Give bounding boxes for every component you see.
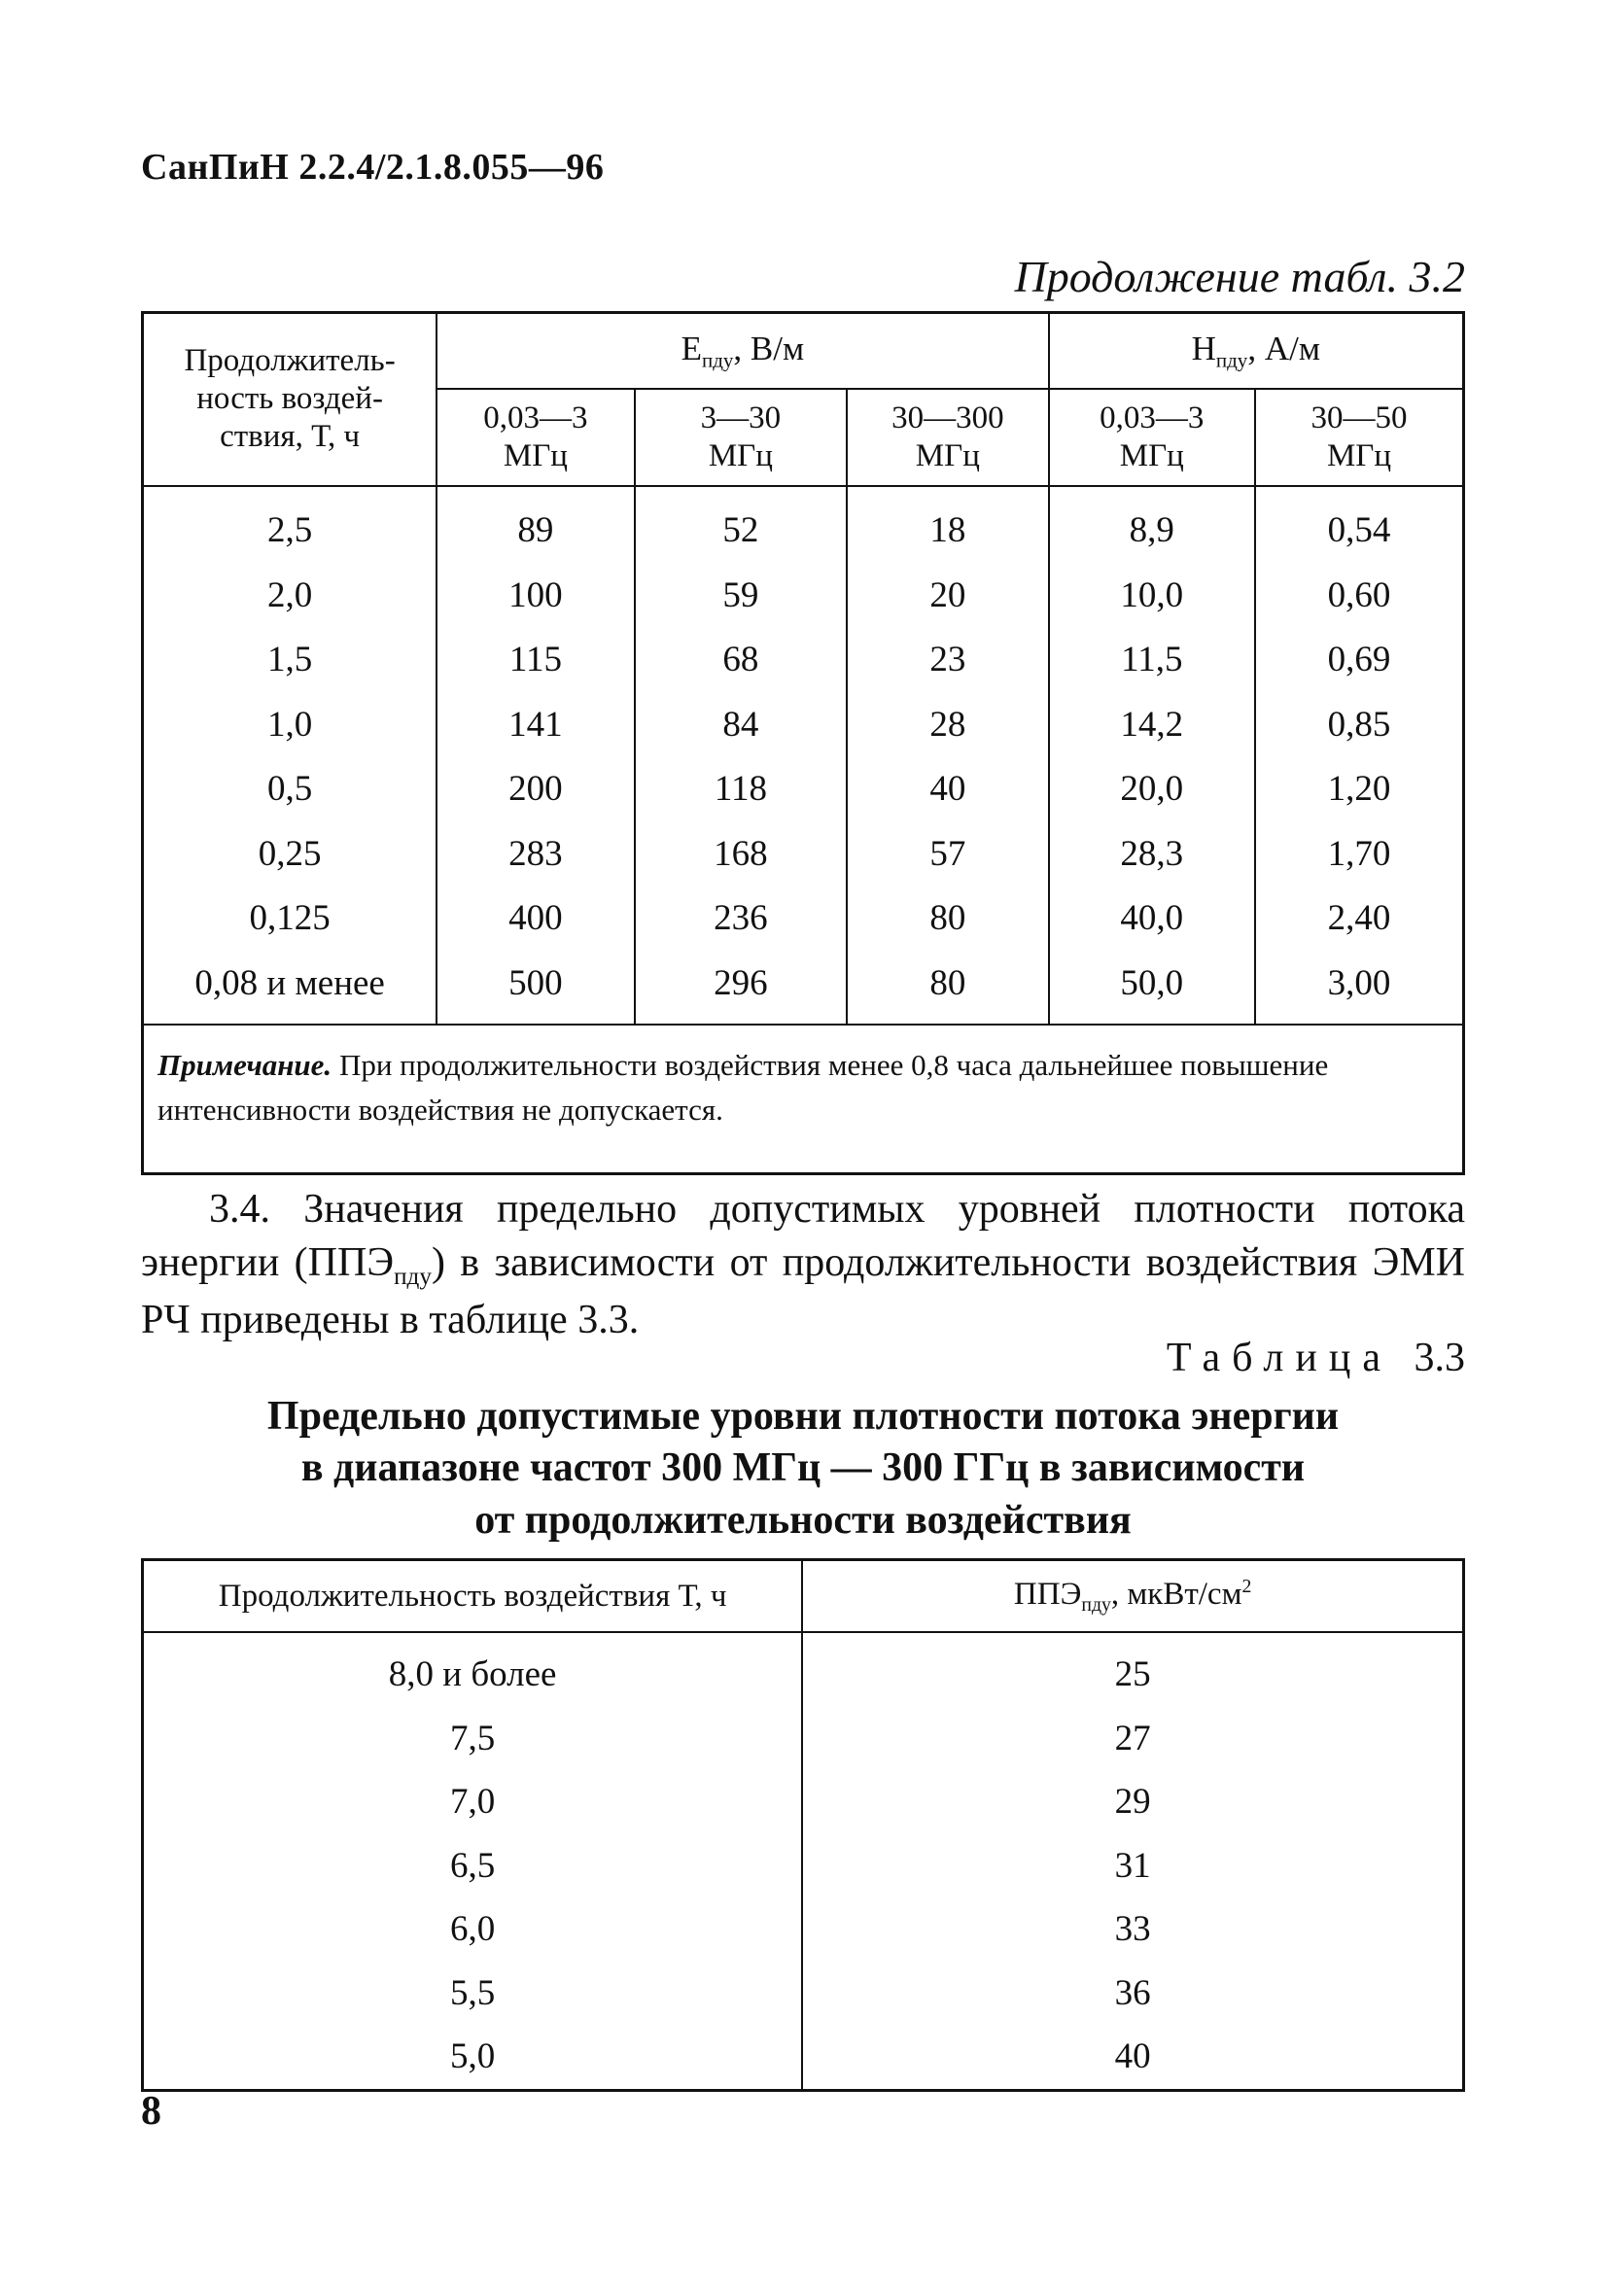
table-row (143, 628, 1464, 693)
table-row (143, 951, 1464, 1025)
table-row (143, 1632, 1464, 1707)
cell-value: 29 (802, 1770, 1463, 1834)
cell-duration: 6,5 (143, 1834, 803, 1898)
cell-value: 118 (635, 757, 847, 822)
cell-value: 18 (847, 486, 1048, 564)
cell-value: 400 (437, 887, 634, 952)
table-row (143, 1707, 1464, 1771)
table-row (143, 486, 1464, 564)
table-continuation-label: Продолжение табл. 3.2 (1014, 252, 1465, 301)
header-range: 0,03—3 МГц (1049, 389, 1255, 486)
cell-value: 25 (802, 1632, 1463, 1707)
cell-value: 11,5 (1049, 628, 1255, 693)
cell-value: 59 (635, 563, 847, 628)
paragraph-3-4: 3.4. Значения предельно допустимых уровней плотности потока энергии $(ППЭ_{пду})$ в зависимости от продолжительности воздействия ЭМИ РЧ приведены в таблице 3.3. (141, 1187, 1465, 1342)
cell-value: 89 (437, 486, 634, 564)
cell-value: 141 (437, 692, 634, 757)
header-range: 30—300 МГц (847, 389, 1048, 486)
cell-duration: 0,125 (143, 887, 437, 952)
page-number: 8 (141, 2089, 161, 2134)
table-row (143, 1770, 1464, 1834)
note-label: Примечание. (157, 1047, 332, 1082)
cell-value: 8,9 (1049, 486, 1255, 564)
table-3-3-title: Предельно допустимые уровни плотности потока энергии в диапазоне частот 300 МГц — 300 ГГц в зависимости от продолжительности воздействия (266, 1394, 1340, 1543)
table-3-2 (141, 311, 1465, 1175)
cell-value: 28 (847, 692, 1048, 757)
cell-value: 80 (847, 887, 1048, 952)
cell-duration: 1,0 (143, 692, 437, 757)
header-ppe: $ППЭ_{пду}$, мкВт/$см^2$ (802, 1560, 1463, 1633)
header-range: 0,03—3 МГц (437, 389, 634, 486)
header-duration: Продолжитель- ность воздей- ствия, Т, ч (143, 313, 437, 486)
cell-duration: 0,08 и менее (143, 951, 437, 1025)
cell-value: 40 (847, 757, 1048, 822)
cell-value: 0,69 (1255, 628, 1463, 693)
document-code: СанПиН 2.2.4/2.1.8.055—96 (141, 147, 605, 188)
cell-value: 57 (847, 821, 1048, 887)
note-text: При продолжительности воздействия менее 0,8 часа дальнейшее повышение интенсивности воздействия не допускается. (157, 1047, 1329, 1127)
table-note (143, 1025, 1464, 1174)
header-range: 3—30 МГц (635, 389, 847, 486)
cell-duration: 6,0 (143, 1897, 803, 1962)
cell-value: 36 (802, 1962, 1463, 2026)
cell-duration: 0,5 (143, 757, 437, 822)
cell-value: 68 (635, 628, 847, 693)
cell-duration: 1,5 (143, 628, 437, 693)
cell-value: 100 (437, 563, 634, 628)
cell-value: 23 (847, 628, 1048, 693)
cell-value: 31 (802, 1834, 1463, 1898)
cell-value: 0,85 (1255, 692, 1463, 757)
table-row (143, 1834, 1464, 1898)
table-row (143, 887, 1464, 952)
cell-value: 1,70 (1255, 821, 1463, 887)
header-range: 30—50 МГц (1255, 389, 1463, 486)
cell-duration: 8,0 и более (143, 1632, 803, 1707)
cell-value: 33 (802, 1897, 1463, 1962)
cell-duration: 0,25 (143, 821, 437, 887)
cell-value: 27 (802, 1707, 1463, 1771)
cell-value: 80 (847, 951, 1048, 1025)
cell-value: 20 (847, 563, 1048, 628)
table-3-3-number: Таблица 3.3 (1166, 1336, 1465, 1380)
cell-value: 500 (437, 951, 634, 1025)
cell-duration: 5,5 (143, 1962, 803, 2026)
cell-value: 236 (635, 887, 847, 952)
cell-value: 283 (437, 821, 634, 887)
cell-value: 2,40 (1255, 887, 1463, 952)
header-duration: Продолжительность воздействия Т, ч (143, 1560, 803, 1633)
cell-value: 200 (437, 757, 634, 822)
cell-value: 3,00 (1255, 951, 1463, 1025)
table-row (143, 563, 1464, 628)
cell-value: 84 (635, 692, 847, 757)
table-row (143, 2025, 1464, 2090)
table-row (143, 1962, 1464, 2026)
table-row (143, 757, 1464, 822)
cell-value: 296 (635, 951, 847, 1025)
table-row (143, 692, 1464, 757)
cell-value: 10,0 (1049, 563, 1255, 628)
table-3-3 (141, 1558, 1465, 2092)
cell-duration: 5,0 (143, 2025, 803, 2090)
cell-value: 40 (802, 2025, 1463, 2090)
cell-value: 168 (635, 821, 847, 887)
cell-duration: 7,5 (143, 1707, 803, 1771)
cell-value: 50,0 (1049, 951, 1255, 1025)
cell-value: 1,20 (1255, 757, 1463, 822)
cell-value: 115 (437, 628, 634, 693)
cell-value: 0,60 (1255, 563, 1463, 628)
cell-duration: 2,5 (143, 486, 437, 564)
cell-value: 14,2 (1049, 692, 1255, 757)
header-h-group: $Н_{пду}$, А/м (1049, 313, 1464, 389)
cell-duration: 2,0 (143, 563, 437, 628)
cell-value: 52 (635, 486, 847, 564)
table-row (143, 1897, 1464, 1962)
table-row (143, 821, 1464, 887)
header-e-group: $Е_{пду}$, В/м (437, 313, 1048, 389)
cell-value: 0,54 (1255, 486, 1463, 564)
cell-duration: 7,0 (143, 1770, 803, 1834)
cell-value: 20,0 (1049, 757, 1255, 822)
cell-value: 40,0 (1049, 887, 1255, 952)
cell-value: 28,3 (1049, 821, 1255, 887)
